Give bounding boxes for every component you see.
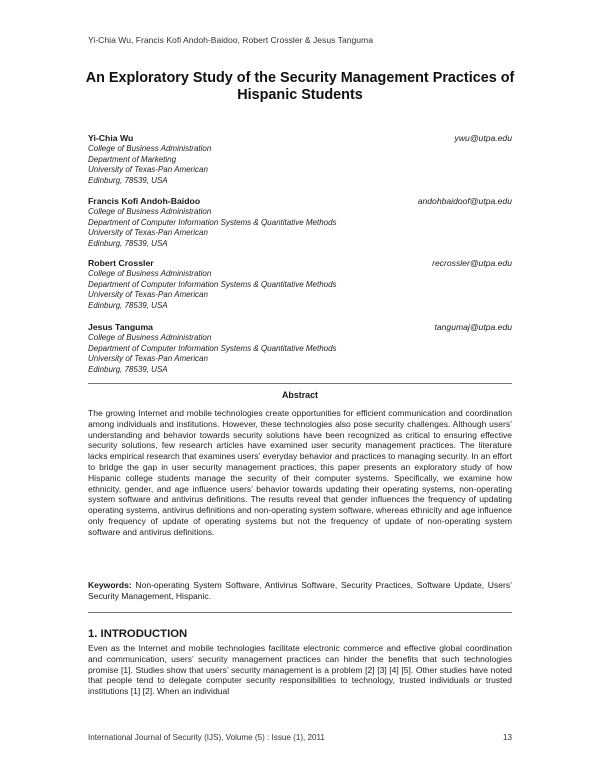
author-email: andohbaidoof@utpa.edu (417, 196, 512, 206)
keywords-text: Non-operating System Software, Antivirus Software, Security Practices, Software Update, Users’ Security Management, Hispanic. (88, 580, 512, 601)
paper-title: An Exploratory Study of the Security Management Practices of Hispanic Students (85, 70, 515, 103)
affiliation-line: University of Texas-Pan American (88, 354, 208, 364)
author-name: Robert Crossler (88, 258, 154, 268)
introduction-body: Even as the Internet and mobile technologies facilitate electronic commerce and effective global coordination and communication, users’ security management practices can hinder the benefits that such technologies promise [1]. Studies show that users’ security management is a problem [2] [3] [4] [5]. Other studies have noted that people tend to delegate computer security responsibilities to technology, trusted individuals or trusted institutions [1] [2]. When an individual (88, 643, 512, 697)
affiliation-line: Department of Marketing (88, 154, 177, 164)
affiliation-line: Department of Computer Information Systems & Quantitative Methods (88, 279, 337, 289)
affiliation-line: Edinburg, 78539, USA (88, 301, 168, 311)
affiliation-line: Department of Computer Information Systems & Quantitative Methods (88, 217, 337, 227)
horizontal-rule (88, 383, 512, 384)
affiliation-line: University of Texas-Pan American (88, 165, 208, 175)
author-name: Francis Kofi Andoh-Baidoo (88, 196, 201, 206)
author-email: ywu@utpa.edu (454, 133, 512, 143)
affiliation-line: College of Business Administration (88, 143, 212, 153)
abstract-heading: Abstract (281, 390, 318, 400)
affiliation-line: Department of Computer Information Systems & Quantitative Methods (88, 343, 337, 353)
affiliation-line: Edinburg, 78539, USA (88, 239, 168, 249)
affiliation-line: University of Texas-Pan American (88, 228, 208, 238)
author-block (88, 258, 512, 312)
section-heading: 1. INTRODUCTION (88, 628, 188, 640)
abstract-body: The growing Internet and mobile technologies create opportunities for efficient communication and coordination among individuals and institutions. However, these technologies also pose security challenges. Although users’ understanding and behavior towards security solutions have been recognized as critical to ensuring effective security solutions, few research articles have examined user security management practices. The literature lacks empirical research that examines users’ everyday behavior and practices to managing security. In an effort to bridge the gap in user security management practices, this paper presents an exploratory study of how Hispanic college students manage the security of their computer systems. Specifically, we examine how ethnicity, gender, and age influence users’ behavior towards updating their operating systems, non-operating system software and antivirus definitions. The results reveal that gender influences the frequency of updating operating systems, antivirus definitions and non-operating system software, whereas ethnicity and age influence only frequency of update of operating systems but not the frequency of update of non-operating system software and antivirus definitions. (88, 408, 512, 537)
affiliation-line: College of Business Administration (88, 206, 212, 216)
keywords-paragraph (88, 580, 512, 602)
affiliation-line: Edinburg, 78539, USA (88, 365, 168, 375)
running-head: Yi-Chia Wu, Francis Kofi Andoh-Baidoo, Robert Crossler & Jesus Tanguma (88, 35, 373, 45)
footer-journal: International Journal of Security (IJS), Volume (5) : Issue (1), 2011 (88, 733, 325, 742)
author-block (88, 133, 512, 187)
affiliation-line: College of Business Administration (88, 332, 212, 342)
author-email: tangumaj@utpa.edu (434, 322, 512, 332)
affiliation-line: College of Business Administration (88, 268, 212, 278)
horizontal-rule (88, 612, 512, 613)
keywords-label: Keywords: (88, 580, 132, 590)
author-name: Yi-Chia Wu (88, 133, 134, 143)
author-block (88, 322, 512, 376)
author-block (88, 196, 512, 250)
affiliation-line: University of Texas-Pan American (88, 290, 208, 300)
page-number: 13 (502, 733, 512, 742)
author-name: Jesus Tanguma (88, 322, 154, 332)
author-email: recrossler@utpa.edu (432, 258, 512, 268)
affiliation-line: Edinburg, 78539, USA (88, 176, 168, 186)
